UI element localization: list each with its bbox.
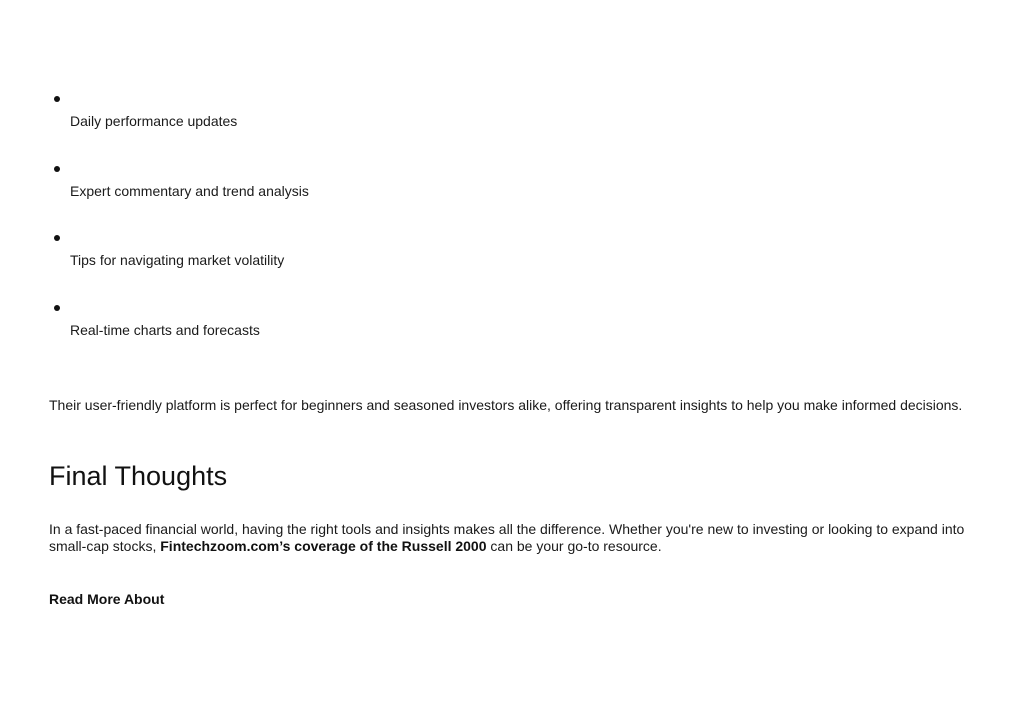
bullet-icon bbox=[54, 166, 60, 172]
final-thoughts-text-after: can be your go-to resource. bbox=[486, 538, 662, 554]
read-more-link[interactable]: Read More About bbox=[49, 591, 165, 607]
feature-label: Real-time charts and forecasts bbox=[70, 321, 260, 338]
russell-2000-coverage-link[interactable]: Fintechzoom.com’s coverage of the Russell 2000 bbox=[160, 538, 487, 554]
feature-label: Tips for navigating market volatility bbox=[70, 252, 285, 268]
bullet-icon bbox=[54, 96, 60, 102]
bullet-icon bbox=[54, 235, 60, 241]
final-thoughts-paragraph bbox=[49, 521, 984, 555]
final-thoughts-text-before: In a fast-paced financial world, having the right tools and insights makes all the difference. Whether you're new to investing or looking to expand into small-cap stocks, bbox=[49, 521, 965, 554]
platform-paragraph: Their user-friendly platform is perfect for beginners and seasoned investors alike, offering transparent insights to help you make informed decisions. bbox=[49, 397, 963, 413]
bullet-icon bbox=[54, 305, 60, 311]
feature-label: Expert commentary and trend analysis bbox=[70, 182, 309, 199]
final-thoughts-heading: Final Thoughts bbox=[49, 461, 228, 491]
feature-label: Daily performance updates bbox=[70, 113, 238, 129]
